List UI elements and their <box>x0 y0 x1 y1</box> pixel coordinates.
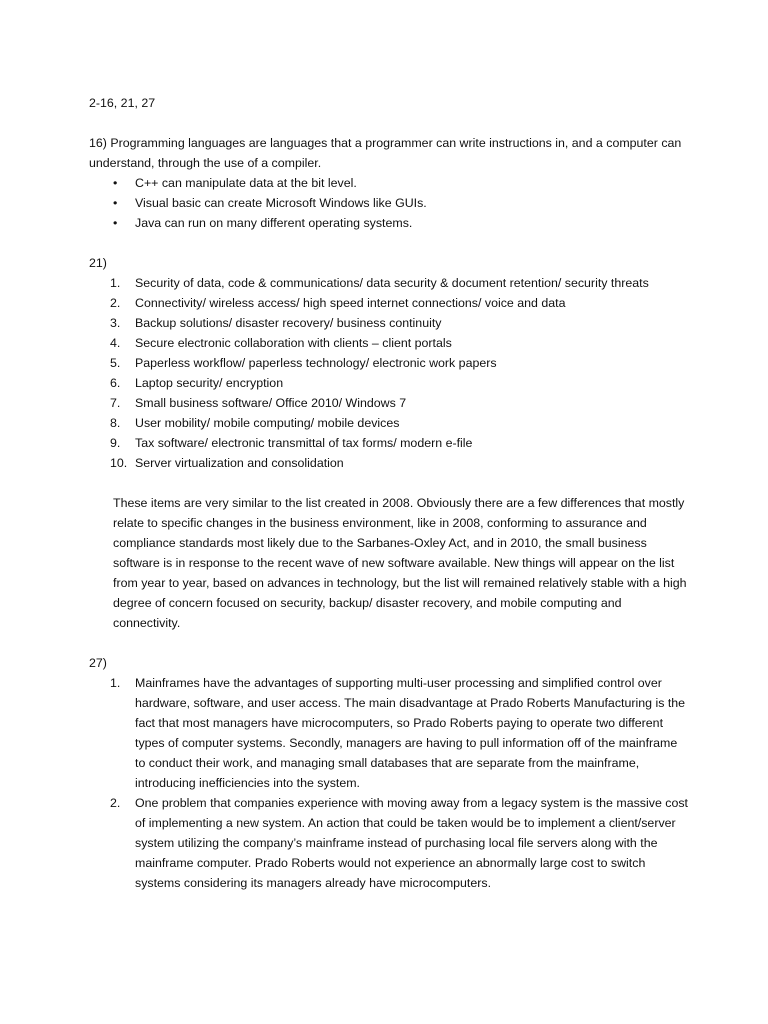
list-item <box>89 333 689 353</box>
list-item <box>89 173 689 193</box>
item-number: 3. <box>110 316 121 330</box>
list-item <box>89 313 689 333</box>
question-27-list-block <box>89 673 689 893</box>
question-16 <box>89 133 689 233</box>
item-text: Security of data, code & communications/ data security & document retention/ security threats <box>135 276 649 290</box>
item-number: 6. <box>110 376 121 390</box>
item-number: 2. <box>110 296 121 310</box>
question-21-label-block <box>89 253 689 273</box>
item-text: One problem that companies experience with moving away from a legacy system is the massive cost of implementing a new system. An action that could be taken would be to implement a client/server system utilizing the company’s mainframe instead of purchasing local file servers along with the mainframe computer. Prado Roberts would not experience an abnormally large cost to switch systems considering its managers already have microcomputers. <box>135 796 688 890</box>
q27-numbered-list <box>89 673 689 893</box>
list-item <box>89 293 689 313</box>
item-number: 10. <box>110 456 128 470</box>
q16-bullet-list <box>89 173 689 233</box>
list-item <box>89 413 689 433</box>
list-item <box>89 193 689 213</box>
item-text: Connectivity/ wireless access/ high speed internet connections/ voice and data <box>135 296 566 310</box>
question-21-discussion <box>89 493 689 633</box>
item-number: 5. <box>110 356 121 370</box>
list-item <box>89 393 689 413</box>
item-text: Small business software/ Office 2010/ Windows 7 <box>135 396 407 410</box>
item-text: Mainframes have the advantages of supporting multi-user processing and simplified control over hardware, software, and user access. The main disadvantage at Prado Roberts Manufacturing is the fact that most managers have microcomputers, so Prado Roberts paying to operate two different types of computer systems. Secondly, managers are having to pull information off of the mainframe to conduct their work, and managing small databases that are separate from the mainframe, introducing inefficiencies into the system. <box>135 676 686 790</box>
list-item <box>89 673 689 793</box>
list-item <box>89 453 689 473</box>
question-27-label-block <box>89 653 689 673</box>
list-item <box>89 373 689 393</box>
item-number: 8. <box>110 416 121 430</box>
bullet-icon: • <box>113 196 118 210</box>
item-text: Tax software/ electronic transmittal of tax forms/ modern e-file <box>135 436 473 450</box>
list-item <box>89 793 689 893</box>
bullet-text: Visual basic can create Microsoft Windows like GUIs. <box>135 196 427 210</box>
item-number: 4. <box>110 336 121 350</box>
bullet-text: Java can run on many different operating systems. <box>135 216 413 230</box>
q21-numbered-list <box>89 273 689 473</box>
item-text: Paperless workflow/ paperless technology/ electronic work papers <box>135 356 497 370</box>
item-number: 2. <box>110 796 121 810</box>
bullet-text: C++ can manipulate data at the bit level. <box>135 176 357 190</box>
bullet-icon: • <box>113 176 118 190</box>
q21-label: 21) <box>89 256 107 270</box>
list-item <box>89 353 689 373</box>
item-text: User mobility/ mobile computing/ mobile devices <box>135 416 400 430</box>
item-number: 1. <box>110 276 121 290</box>
header-text: 2-16, 21, 27 <box>89 96 156 110</box>
q16-text: 16) Programming languages are languages that a programmer can write instructions in, and a computer can understand, through the use of a compiler. <box>89 136 682 170</box>
item-number: 9. <box>110 436 121 450</box>
item-text: Secure electronic collaboration with clients – client portals <box>135 336 452 350</box>
list-item <box>89 433 689 453</box>
assignment-header <box>89 93 689 113</box>
question-21-list-block <box>89 273 689 473</box>
bullet-icon: • <box>113 216 118 230</box>
list-item <box>89 213 689 233</box>
item-text: Laptop security/ encryption <box>135 376 284 390</box>
q27-label: 27) <box>89 656 107 670</box>
item-number: 1. <box>110 676 121 690</box>
item-text: Server virtualization and consolidation <box>135 456 344 470</box>
item-text: Backup solutions/ disaster recovery/ business continuity <box>135 316 442 330</box>
item-number: 7. <box>110 396 121 410</box>
list-item <box>89 273 689 293</box>
q21-paragraph: These items are very similar to the list created in 2008. Obviously there are a few differences that mostly relate to specific changes in the business environment, like in 2008, conforming to assurance and compliance standards most likely due to the Sarbanes-Oxley Act, and in 2010, the small business software is in response to the recent wave of new software available. New things will appear on the list from year to year, based on advances in technology, but the list will remained relatively stable with a high degree of concern focused on security, backup/ disaster recovery, and mobile computing and connectivity. <box>113 496 687 630</box>
